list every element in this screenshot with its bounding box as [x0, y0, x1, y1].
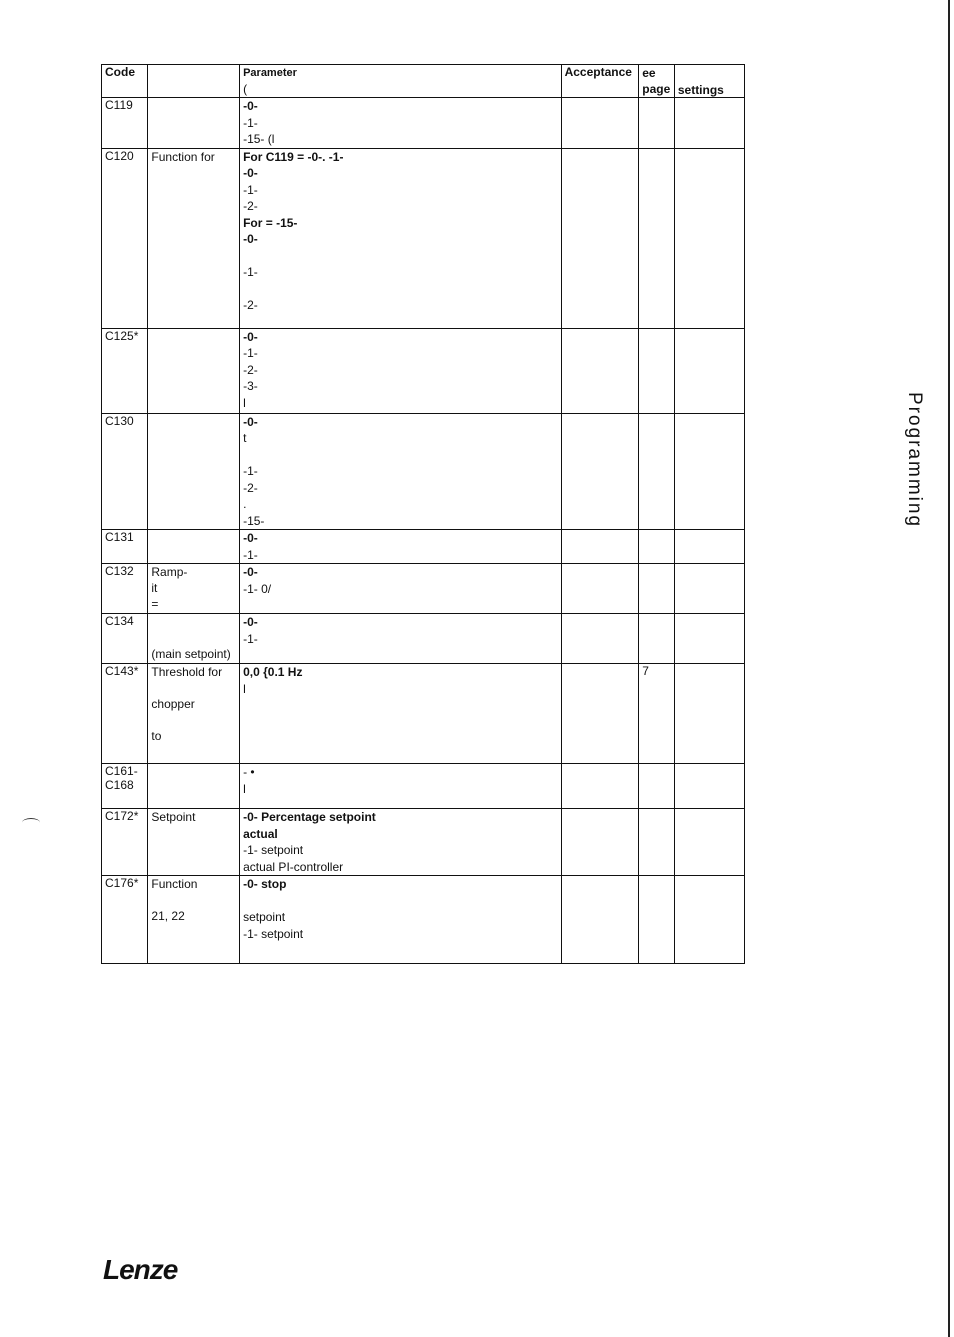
parameter-line: -0-	[243, 166, 258, 180]
code-cell: C120	[102, 148, 148, 328]
name-line: Ramp-	[151, 565, 188, 579]
name-line: Setpoint	[151, 810, 196, 824]
parameter-line: -0-	[243, 615, 258, 629]
see-page-cell	[639, 413, 675, 530]
see-page-cell	[639, 148, 675, 328]
table-row	[102, 148, 745, 328]
parameter-line	[243, 447, 558, 464]
acceptance-cell	[561, 148, 639, 328]
table-body	[102, 98, 745, 964]
name-line: chopper	[151, 697, 195, 711]
code-cell: C130	[102, 413, 148, 530]
header-see-page	[639, 65, 675, 98]
settings-cell	[674, 530, 744, 564]
name-cell	[148, 328, 240, 413]
header-parameter-label: Parameter	[243, 67, 297, 79]
parameter-cell	[240, 564, 562, 614]
see-page-cell	[639, 98, 675, 149]
parameter-line: -1- 0/	[243, 581, 272, 596]
parameter-cell	[240, 809, 562, 876]
parameter-line: actual	[243, 826, 278, 841]
header-see-page-top: ee	[642, 66, 656, 80]
parameter-line: -0-	[243, 531, 258, 545]
code-cell: C143*	[102, 664, 148, 764]
table-row	[102, 614, 745, 664]
parameter-line: -1-	[243, 265, 258, 279]
name-cell	[148, 664, 240, 764]
code-cell: C119	[102, 98, 148, 149]
name-line: (main setpoint)	[151, 647, 231, 661]
parameter-line: -2-	[243, 362, 258, 377]
settings-cell	[674, 614, 744, 664]
name-line: it	[151, 581, 158, 595]
parameter-cell	[240, 614, 562, 664]
parameter-line: -1-	[243, 464, 258, 478]
see-page-cell: 7	[639, 664, 675, 764]
code-cell: C125*	[102, 328, 148, 413]
acceptance-cell	[561, 809, 639, 876]
code-cell: C131	[102, 530, 148, 564]
parameter-cell	[240, 98, 562, 149]
table-header-row	[102, 65, 745, 98]
name-line	[151, 712, 236, 728]
parameter-line	[243, 893, 558, 910]
see-page-cell	[639, 876, 675, 964]
table-row	[102, 876, 745, 964]
name-line: Function for	[151, 149, 215, 164]
lenze-logo: Lenze	[103, 1254, 178, 1285]
parameter-cell	[240, 530, 562, 564]
parameter-line: -0-	[243, 565, 258, 579]
parameter-cell	[240, 876, 562, 964]
parameter-line: -0-	[243, 232, 258, 246]
name-cell	[148, 530, 240, 564]
acceptance-cell	[561, 530, 639, 564]
parameter-line: actual PI-controller	[243, 859, 344, 874]
name-line: Function	[151, 877, 198, 891]
name-cell	[148, 809, 240, 876]
table-row	[102, 98, 745, 149]
parameter-line	[243, 248, 558, 265]
acceptance-cell	[561, 564, 639, 614]
parameter-line: -1- setpoint	[243, 843, 304, 857]
name-cell	[148, 148, 240, 328]
parameter-line: l	[243, 395, 246, 410]
parameter-cell	[240, 764, 562, 809]
code-cell: C176*	[102, 876, 148, 964]
header-settings: settings	[674, 65, 744, 98]
margin-mark	[22, 818, 40, 827]
acceptance-cell	[561, 876, 639, 964]
parameter-line: -1-	[243, 631, 258, 646]
header-name	[148, 65, 240, 98]
settings-cell	[674, 413, 744, 530]
acceptance-cell	[561, 413, 639, 530]
code-cell: C161-C168	[102, 764, 148, 809]
table-row	[102, 328, 745, 413]
parameter-line: -0-	[243, 414, 258, 429]
table-row	[102, 764, 745, 809]
see-page-cell	[639, 764, 675, 809]
parameter-line: .	[243, 497, 247, 511]
page-edge-rule	[948, 0, 950, 1337]
parameter-line: -0-	[243, 99, 258, 113]
table-row	[102, 413, 745, 530]
acceptance-cell	[561, 764, 639, 809]
parameter-cell	[240, 413, 562, 530]
parameter-line: 0,0 {0.1 Hz	[243, 665, 303, 679]
parameter-line: -0-	[243, 329, 258, 344]
see-page-cell	[639, 328, 675, 413]
parameter-line: -15- (l	[243, 132, 275, 146]
name-cell	[148, 564, 240, 614]
parameter-line: -1- setpoint	[243, 926, 304, 941]
parameter-line: -2-	[243, 298, 258, 312]
parameter-line: -15-	[243, 513, 265, 528]
parameter-line: -1-	[243, 115, 258, 130]
acceptance-cell	[561, 98, 639, 149]
see-page-cell	[639, 809, 675, 876]
acceptance-cell	[561, 614, 639, 664]
name-line: 21, 22	[151, 909, 185, 923]
header-parameter-sub: (	[243, 82, 248, 96]
parameter-line: -2-	[243, 199, 258, 213]
parameter-table	[101, 64, 745, 964]
settings-cell	[674, 98, 744, 149]
code-cell: C134	[102, 614, 148, 664]
parameter-cell	[240, 328, 562, 413]
header-parameter	[240, 65, 562, 98]
name-line	[151, 614, 236, 630]
settings-cell	[674, 809, 744, 876]
header-code: Code	[102, 65, 148, 98]
name-cell	[148, 764, 240, 809]
parameter-line: -3-	[243, 379, 258, 393]
parameter-line: -2-	[243, 480, 258, 495]
code-cell: C172*	[102, 809, 148, 876]
parameter-line	[243, 281, 558, 298]
name-cell	[148, 876, 240, 964]
parameter-line: t	[243, 431, 247, 445]
parameter-line: -0- stop	[243, 877, 287, 891]
see-page-cell	[639, 530, 675, 564]
name-line	[151, 680, 236, 696]
parameter-cell	[240, 148, 562, 328]
table-row	[102, 664, 745, 764]
settings-cell	[674, 148, 744, 328]
acceptance-cell	[561, 664, 639, 764]
name-line	[151, 892, 236, 908]
parameter-line: For C119 = -0-. -1-	[243, 149, 344, 164]
settings-cell	[674, 564, 744, 614]
parameter-line: l	[243, 781, 246, 796]
settings-cell	[674, 328, 744, 413]
see-page-cell	[639, 564, 675, 614]
name-cell	[148, 98, 240, 149]
parameter-line: -1-	[243, 182, 258, 197]
parameter-line: -0- Percentage setpoint	[243, 810, 376, 824]
name-line: =	[151, 597, 159, 611]
header-acceptance: Acceptance	[561, 65, 639, 98]
name-cell	[148, 614, 240, 664]
parameter-line: -1-	[243, 346, 258, 360]
see-page-cell	[639, 614, 675, 664]
header-see-page-bottom: page	[642, 82, 671, 96]
acceptance-cell	[561, 328, 639, 413]
parameter-line: setpoint	[243, 910, 286, 924]
table-row	[102, 564, 745, 614]
parameter-line: For = -15-	[243, 215, 298, 230]
settings-cell	[674, 876, 744, 964]
parameter-line: -1-	[243, 547, 258, 562]
code-cell: C132	[102, 564, 148, 614]
name-line: to	[151, 729, 162, 743]
name-cell	[148, 413, 240, 530]
settings-cell	[674, 664, 744, 764]
settings-cell	[674, 764, 744, 809]
table-row	[102, 809, 745, 876]
name-line: Threshold for	[151, 665, 223, 679]
parameter-line: l	[243, 681, 246, 696]
parameter-cell	[240, 664, 562, 764]
table-row	[102, 530, 745, 564]
section-side-title: Programming	[904, 392, 925, 529]
name-line	[151, 630, 236, 646]
parameter-line: - •	[243, 765, 255, 779]
